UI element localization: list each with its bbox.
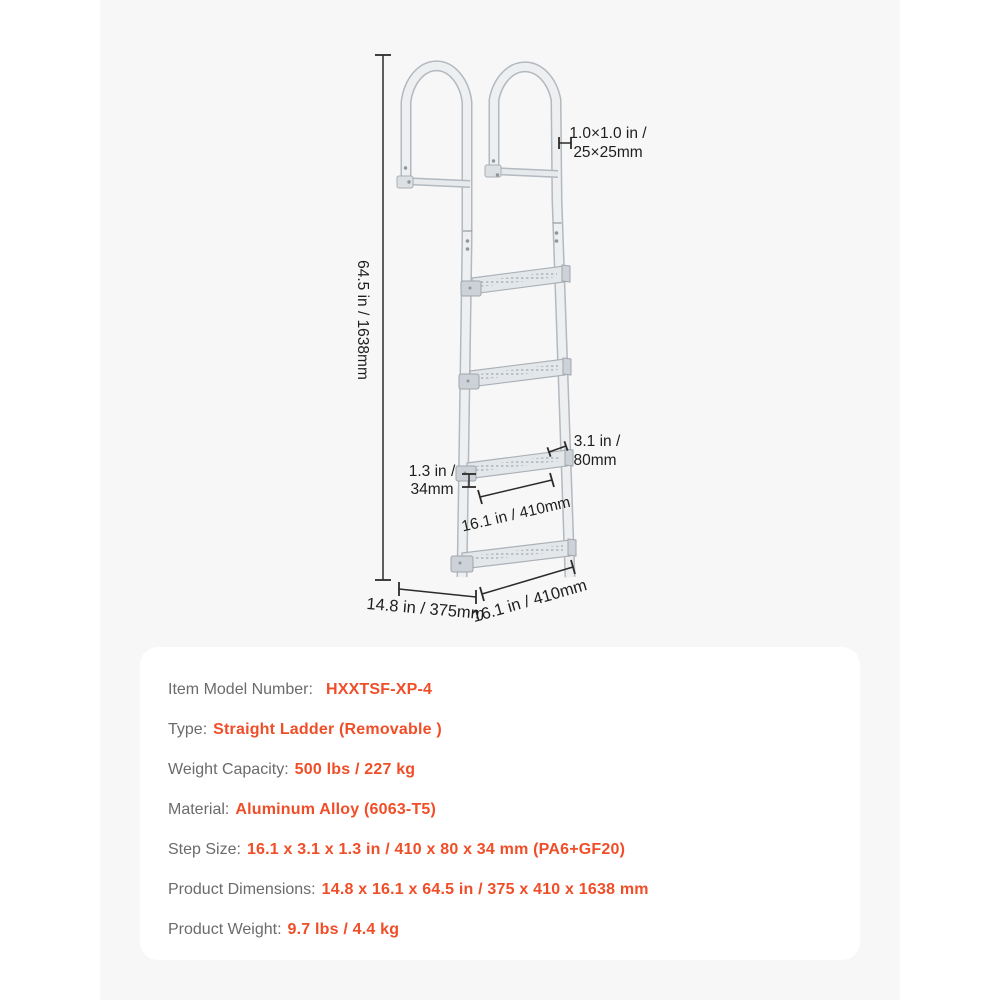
spec-label-type: Type: [168, 721, 208, 738]
ladder-step-2 [459, 358, 571, 389]
spec-label-model: Item Model Number: [168, 681, 313, 698]
spec-value-material: Aluminum Alloy (6063-T5) [235, 801, 437, 818]
ladder-dimension-diagram [100, 0, 900, 648]
spec-label-product-dimensions: Product Dimensions: [168, 881, 316, 898]
spec-value-product-dimensions: 14.8 x 16.1 x 64.5 in / 375 x 410 x 1638 mm [321, 881, 649, 898]
product-image-panel [100, 0, 900, 1000]
spec-row-product-dimensions [168, 870, 860, 910]
spec-row-model [168, 670, 860, 710]
dim-rail-section-line1: 1.0×1.0 in / [569, 125, 647, 142]
hook-cross-bars [397, 165, 558, 188]
spec-row-step-size [168, 830, 860, 870]
ladder-step-4 [451, 539, 576, 572]
spec-row-product-weight [168, 910, 860, 950]
ladder-left-rail [406, 66, 467, 577]
dim-rail-section [559, 125, 647, 161]
dim-step-width [460, 473, 572, 535]
spec-label-weight-capacity: Weight Capacity: [168, 761, 289, 778]
dim-step-thickness-line1: 1.3 in / [408, 463, 456, 480]
spec-value-weight-capacity: 500 lbs / 227 kg [294, 761, 416, 778]
dim-rail-section-line2: 25×25mm [573, 144, 643, 161]
dim-base-depth-label: 14.8 in / 375mm [365, 594, 486, 624]
dim-overall-height [354, 55, 391, 580]
dim-step-width-label: 16.1 in / 410mm [459, 493, 573, 536]
ladder-step-3 [456, 449, 573, 481]
spec-label-product-weight: Product Weight: [168, 921, 282, 938]
spec-row-material [168, 790, 860, 830]
spec-label-step-size: Step Size: [168, 841, 241, 858]
dim-base-depth [366, 582, 485, 623]
dim-step-depth-line2: 80mm [573, 452, 617, 469]
ladder-step-1 [461, 265, 570, 296]
dim-step-thickness-line2: 34mm [410, 481, 454, 498]
spec-value-model: HXXTSF-XP-4 [325, 681, 433, 698]
spec-value-step-size: 16.1 x 3.1 x 1.3 in / 410 x 80 x 34 mm (PA6+GF20) [246, 841, 626, 858]
spec-card [140, 647, 860, 960]
spec-value-product-weight: 9.7 lbs / 4.4 kg [287, 921, 400, 938]
dim-base-width-label: 16.1 in / 410mm [470, 576, 589, 627]
spec-row-weight-capacity [168, 750, 860, 790]
spec-row-type [168, 710, 860, 750]
spec-value-type: Straight Ladder (Removable ) [213, 721, 442, 738]
dim-step-depth-line1: 3.1 in / [573, 433, 621, 450]
spec-label-material: Material: [168, 801, 230, 818]
dim-height-label: 64.5 in / 1638mm [354, 260, 371, 380]
